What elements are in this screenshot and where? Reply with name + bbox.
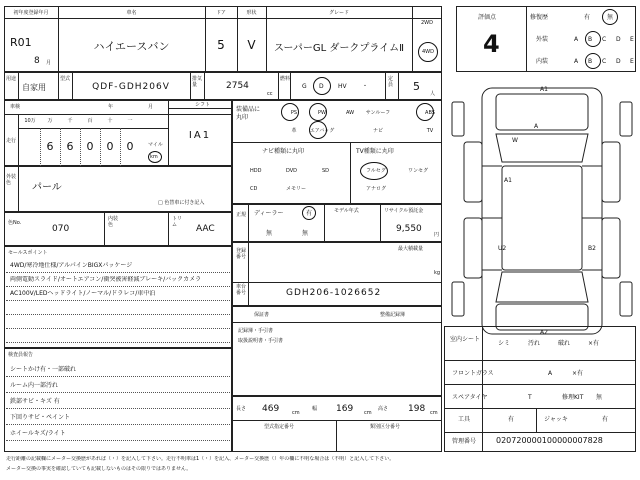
- length-label: 長さ: [236, 406, 247, 412]
- footer-line-1: メーター交換の事実を確認していても記載しないものはその限りではありません。: [6, 466, 192, 472]
- inspector-label: 検査員報告: [8, 352, 34, 358]
- nav-item: DVD: [286, 168, 298, 174]
- reg-value: R01: [10, 36, 32, 49]
- mile-unit: マイル: [148, 142, 163, 148]
- cm-2: cm: [364, 410, 372, 416]
- room-item: ×有: [588, 340, 600, 347]
- tv-label: TV種類に丸印: [356, 148, 394, 155]
- color-no-label: 色No.: [8, 220, 22, 226]
- class2-label: 類別区分番号: [370, 424, 401, 430]
- diag-label-3: A1: [504, 177, 512, 184]
- color-value: パール: [32, 182, 62, 193]
- dealer-no2: 無: [302, 230, 309, 237]
- spare-label: スペアタイヤ: [452, 394, 488, 401]
- ext-grade: B: [588, 36, 593, 43]
- fuel-label: 燃料: [280, 76, 291, 82]
- type-label: 型式指定番号: [264, 424, 295, 430]
- diag-label-6: A2: [540, 329, 548, 336]
- sales-line: AC100V/LEDヘッドライト/ノーマル/ドラレコ/車中泊: [10, 290, 156, 297]
- digit-header: 百: [87, 118, 93, 124]
- int-grade: B: [588, 58, 593, 65]
- equip-circle: [309, 103, 327, 121]
- tv-item: アナログ: [366, 186, 387, 192]
- int-grade: E: [630, 58, 634, 65]
- nav-item: HDD: [250, 168, 262, 174]
- length-value: 469: [262, 404, 280, 414]
- trim-label: トリム: [172, 216, 183, 228]
- diag-label-2: A: [534, 123, 539, 130]
- warranty-label: 保証書: [254, 312, 270, 318]
- run-label: 走行: [6, 138, 17, 144]
- nav-item: メモリー: [286, 186, 307, 192]
- equip-label1: 装備品に: [236, 106, 261, 113]
- displacement-value: 2754: [226, 81, 249, 91]
- kg-unit: kg: [434, 270, 441, 276]
- cm-3: cm: [430, 410, 438, 416]
- fuel-hv: HV: [338, 83, 347, 90]
- usage-sub: 自家用: [22, 83, 46, 92]
- spare-item: 無: [596, 394, 603, 401]
- km-unit: km: [150, 154, 158, 160]
- diag-label-5: B2: [588, 245, 596, 252]
- shape-value: V: [247, 38, 256, 52]
- grade-value: スーパーGL ダークプライムⅡ: [273, 43, 405, 54]
- warranty-rec-1: 取扱説明書・手引書: [238, 338, 284, 344]
- shift-label: シフト: [195, 102, 211, 108]
- manage-value: 020720000100000007828: [496, 436, 603, 445]
- year-label: 年: [108, 104, 114, 110]
- int-grade: D: [616, 58, 621, 65]
- trim-value: AAC: [196, 224, 215, 234]
- room-label: 室内シート: [450, 336, 481, 343]
- dealer-yes: 有: [306, 210, 313, 217]
- equip-item: サンルーフ: [365, 110, 391, 116]
- chassis-value: GDH206-1026652: [286, 288, 382, 298]
- digit-cell: 6: [46, 140, 54, 153]
- nav-item: SD: [322, 168, 330, 174]
- inspector-line: シートかけ有・一部破れ: [10, 366, 77, 373]
- reg-month: 8: [34, 56, 40, 66]
- chassis-label: 車台番号: [236, 284, 247, 296]
- warranty-rec-0: 記録簿・手引書: [238, 328, 274, 334]
- room-item: 汚れ: [528, 340, 541, 347]
- equip-item: PW: [318, 110, 326, 116]
- katashiki-value: QDF-GDH206V: [92, 82, 170, 92]
- ext-label: 外装: [536, 36, 549, 43]
- diag-label-0: A1: [540, 86, 548, 93]
- recycle-value: 9,550: [396, 224, 422, 234]
- displacement-label: 排気量: [192, 76, 203, 88]
- nav-item: CD: [250, 186, 258, 192]
- katashiki-label: 型式: [60, 76, 71, 82]
- color-note: □ 色替車に付き記入: [158, 200, 205, 206]
- cc-unit: cc: [267, 91, 273, 97]
- jack-value: 有: [602, 416, 609, 423]
- diag-label-1: W: [512, 137, 518, 144]
- recycle-label: リサイクル預託金: [384, 208, 424, 214]
- nav-label: ナビ種類に丸印: [262, 148, 305, 155]
- doors-value: 5: [217, 38, 225, 52]
- inspector-line: 鉄部サビ・キズ 有: [10, 398, 60, 405]
- equip-item: ナビ: [372, 128, 383, 134]
- sales-line: 4WD/寒冷地仕様/アルパインBIGXパッケージ: [10, 262, 133, 269]
- jack-label: ジャッキ: [544, 416, 568, 423]
- dealer-label: 正規: [236, 212, 247, 218]
- equip-label2: 丸印: [236, 114, 249, 121]
- color-label: 外装色: [6, 174, 17, 186]
- int-grade: C: [602, 58, 607, 65]
- class-label: 登録番号: [236, 248, 247, 260]
- tv-circle: [360, 162, 388, 180]
- equip-item: TV: [426, 128, 434, 134]
- interior-label: 内装色: [108, 216, 119, 228]
- digit-cell: 0: [86, 140, 94, 153]
- manage-label: 管理番号: [452, 438, 477, 445]
- height-value: 198: [408, 404, 426, 414]
- fuel-other: ・: [362, 83, 369, 90]
- shape-label: 形状: [246, 10, 257, 16]
- spare-item: T: [528, 394, 532, 401]
- grade-label: グレード: [328, 10, 349, 16]
- height-label: 高さ: [378, 406, 389, 412]
- ext-grade: A: [574, 36, 579, 43]
- equip-circle: [416, 103, 434, 121]
- capacity-value: 5: [413, 80, 420, 93]
- car-diagram: [448, 82, 638, 340]
- digit-header: 十: [107, 118, 113, 124]
- width-label: 幅: [312, 406, 318, 412]
- shift-value: IA1: [188, 130, 212, 141]
- tv-item: フルセグ: [366, 168, 386, 174]
- equip-item: PS: [290, 110, 298, 116]
- grade-circle: [585, 31, 601, 47]
- wd-value: 4WD: [422, 49, 434, 55]
- fuel-d: D: [319, 83, 324, 90]
- digit-cell: 6: [66, 140, 74, 153]
- int-grade: A: [574, 58, 579, 65]
- repair-no: 無: [607, 14, 614, 21]
- color-no-value: 070: [52, 224, 70, 234]
- usage-label: 用途: [6, 76, 17, 82]
- width-value: 169: [336, 404, 354, 414]
- capacity-unit: 人: [430, 91, 436, 97]
- equip-circle: [281, 103, 299, 121]
- cm-1: cm: [292, 410, 300, 416]
- repair-yes: 有: [584, 14, 591, 21]
- reg-month-unit: 月: [46, 60, 52, 66]
- tool-value: 有: [508, 416, 515, 423]
- warranty-frame: [232, 306, 442, 396]
- digit-header: 千: [67, 118, 73, 124]
- ext-grade: C: [602, 36, 607, 43]
- capacity-label: 定員: [388, 76, 394, 88]
- glass-label: フロントガラス: [452, 370, 494, 377]
- vehicle-label: 車検: [10, 104, 21, 110]
- footer-line-0: 走行距離の記載欄にメーター交換歴があれば（・）を記入して下さい。走行不明車は1（・）を記入、メーター交換歴（）年の欄に不明な場合は（不明）と記入して下さい。: [6, 456, 395, 462]
- room-item: 破れ: [558, 340, 571, 347]
- equip-item: AW: [345, 110, 355, 116]
- digit-header: 万: [47, 118, 53, 124]
- sales-label: セールスポイント: [8, 250, 48, 256]
- model-name-label: 車名: [126, 10, 137, 16]
- score-value: 4: [483, 30, 500, 58]
- model-name: ハイエースバン: [93, 40, 170, 53]
- inspector-line: 下回りサビ・ペイント: [10, 414, 71, 421]
- glass-item: A: [548, 370, 553, 377]
- diag-label-4: U2: [498, 245, 507, 252]
- digit-cell: 0: [126, 140, 134, 153]
- month-label: 月: [148, 104, 154, 110]
- glass-item: ×有: [572, 370, 584, 377]
- room-item: シミ: [498, 340, 511, 347]
- equip-item: 革: [291, 128, 297, 134]
- tool-label: 工具: [458, 416, 471, 423]
- digit-header: 10万: [24, 118, 36, 124]
- equip-item: エアバッグ: [309, 128, 335, 134]
- score-label: 評価点: [478, 14, 497, 21]
- model-year-label: モデル年式: [334, 208, 359, 214]
- max-load-label: 最大積載量: [398, 246, 424, 252]
- fuel-g: G: [302, 83, 307, 90]
- wd-label: 2WD: [421, 20, 433, 26]
- record-label: 整備記録簿: [380, 312, 406, 318]
- int-label: 内装: [536, 58, 549, 65]
- doors-label: ドア: [216, 10, 226, 16]
- inspector-line: ルーム内一部汚れ: [10, 382, 59, 389]
- dealer-sub: ディーラー: [254, 210, 284, 217]
- repair-label: 修復歴: [530, 14, 549, 21]
- equip-circle: [309, 121, 327, 139]
- ext-grade: E: [630, 36, 634, 43]
- reg-label: 初年度登録年月: [13, 10, 49, 16]
- tv-item: ワンセグ: [408, 168, 429, 174]
- digit-cell: 0: [106, 140, 114, 153]
- ext-grade: D: [616, 36, 621, 43]
- sales-line: 両側電動スライド/オートエアコン/衝突被害軽減ブレーキ/バックカメラ: [10, 276, 202, 283]
- inspector-line: ホイールキズ/ライト: [10, 430, 66, 437]
- digit-header: 一: [127, 118, 133, 124]
- equip-item: ABS: [425, 110, 435, 116]
- spare-item: 修理KIT: [562, 394, 584, 401]
- yen-unit: 円: [434, 232, 440, 238]
- dealer-no: 無: [266, 230, 273, 237]
